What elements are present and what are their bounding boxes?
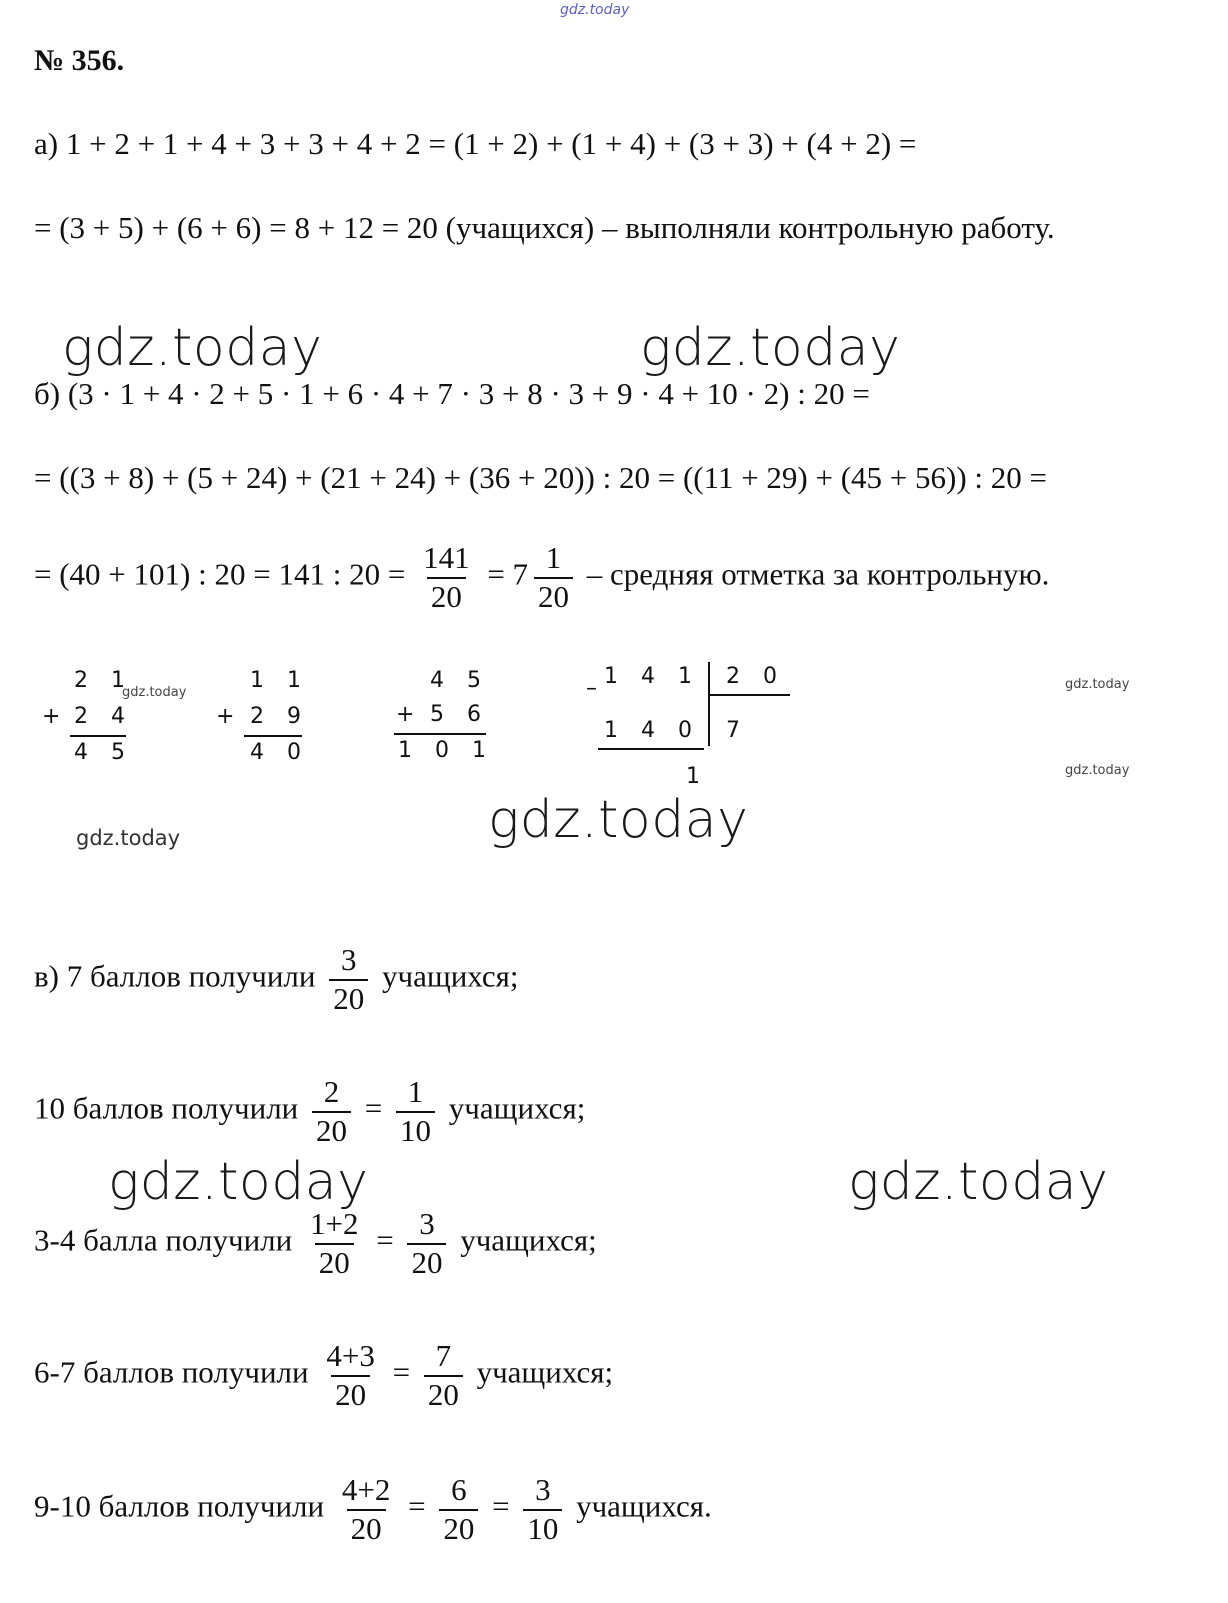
watermark-mid: gdz.today — [76, 826, 181, 850]
fraction: $\frac{4+2}{20}$ — [341, 1472, 391, 1546]
problem-title: № 356. — [34, 44, 125, 77]
watermark-big-3: gdz.today — [488, 790, 749, 850]
fraction: $\frac{6}{20}$ — [439, 1474, 478, 1545]
fraction: $\frac{1+2}{20}$ — [309, 1206, 359, 1280]
fraction: $\frac{2}{20}$ — [312, 1076, 351, 1147]
part-b-line-3-start: = (40 + 101) : 20 = 141 : 20 = — [34, 556, 406, 592]
part-v-row-4: 6-7 баллов получили $\frac{4+3}{20}$ = $\frac{7}{20}$ учащихся; — [34, 1338, 614, 1412]
part-v-row-1: в) 7 баллов получили $\frac{3}{20}$ учащихся; — [34, 942, 519, 1016]
watermark-small-2: gdz.today — [1065, 677, 1130, 692]
part-v-row-3: 3-4 балла получили $\frac{1+2}{20}$ = $\frac{3}{20}$ учащихся; — [34, 1206, 597, 1280]
part-a-line-2: = (3 + 5) + (6 + 6) = 8 + 12 = 20 (учащихся) – выполняли контрольную работу. — [34, 210, 1055, 245]
fraction: $\frac{4+3}{20}$ — [326, 1338, 375, 1412]
fraction-1-20: $\frac{1}{20}$ — [534, 542, 573, 613]
fraction-141-20: $\frac{141}{20}$ — [423, 540, 470, 614]
fraction: $\frac{1}{10}$ — [396, 1076, 435, 1147]
watermark-top: gdz.today — [560, 2, 630, 18]
part-v-row-5: 9-10 баллов получили $\frac{4+2}{20}$ = $\frac{6}{20}$ = $\frac{3}{10}$ учащихся. — [34, 1472, 712, 1546]
watermark-big-2: gdz.today — [640, 318, 901, 378]
fraction: $\frac{3}{20}$ — [407, 1208, 446, 1279]
part-b-line-2: = ((3 + 8) + (5 + 24) + (21 + 24) + (36 + 20)) : 20 = ((11 + 29) + (45 + 56)) : 20 = — [34, 460, 1048, 495]
part-b-whole: = 7 — [487, 556, 529, 592]
part-a-line-1: а) 1 + 2 + 1 + 4 + 3 + 3 + 4 + 2 = (1 + 2) + (1 + 4) + (3 + 3) + (4 + 2) = — [34, 126, 917, 161]
watermark-big-5: gdz.today — [848, 1152, 1109, 1212]
watermark-big-4: gdz.today — [108, 1152, 369, 1212]
part-b-line-3 — [34, 542, 1049, 613]
watermark-small-1: gdz.today — [122, 685, 187, 700]
part-b-line-3-end: – средняя отметка за контрольную. — [586, 556, 1050, 592]
fraction: $\frac{3}{20}$ — [329, 944, 368, 1015]
part-v-row-2: 10 баллов получили $\frac{2}{20}$ = $\frac{1}{10}$ учащихся; — [34, 1074, 586, 1148]
watermark-big-1: gdz.today — [62, 318, 323, 378]
watermark-small-3: gdz.today — [1065, 763, 1130, 778]
part-b-line-1: б) (3 · 1 + 4 · 2 + 5 · 1 + 6 · 4 + 7 · 3 + 8 · 3 + 9 · 4 + 10 · 2) : 20 = — [34, 376, 870, 411]
fraction: $\frac{3}{10}$ — [523, 1474, 562, 1545]
fraction: $\frac{7}{20}$ — [424, 1340, 463, 1411]
